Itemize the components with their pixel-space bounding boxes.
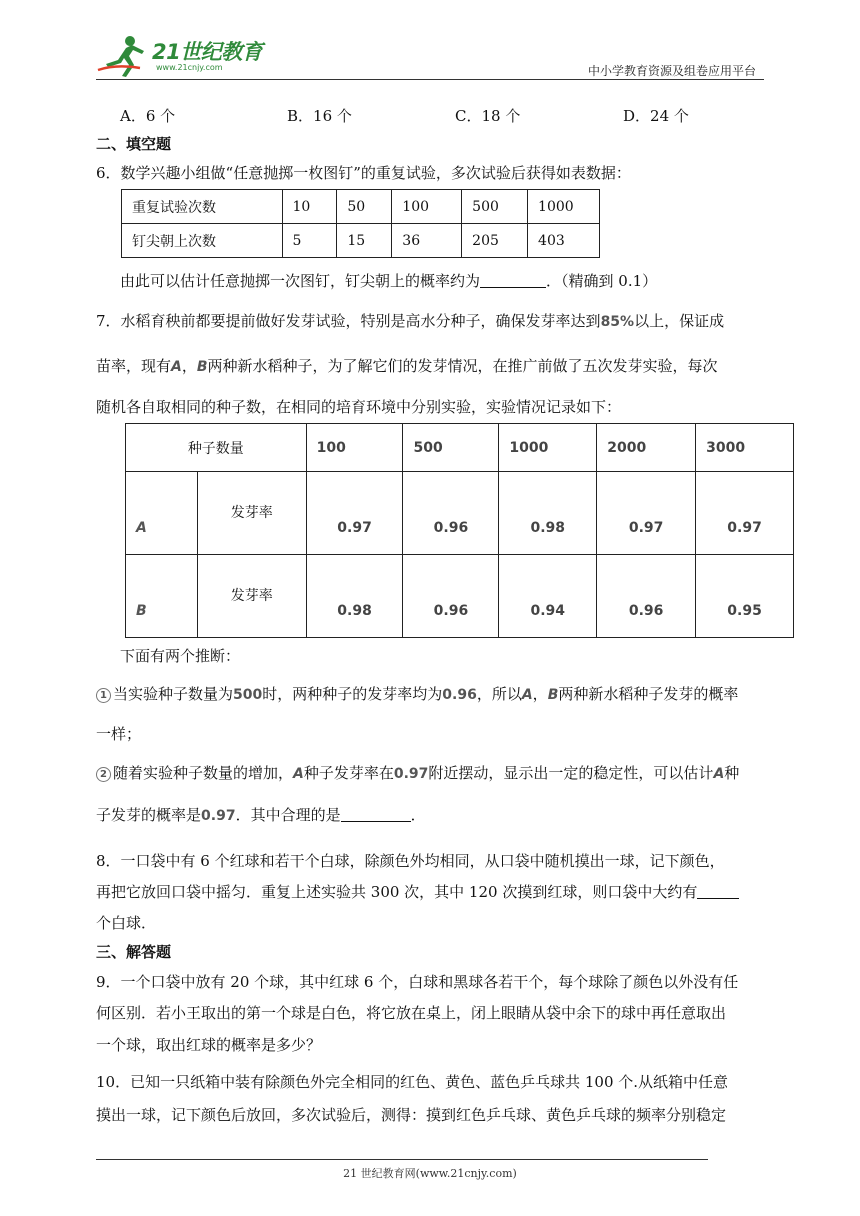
q7-line-2 xyxy=(96,356,718,377)
q7-text: 7．水稻育秧前都要提前做好发芽试验，特别是高水分种子，确保发芽率达到 xyxy=(96,312,601,330)
table-cell: 50 xyxy=(337,190,392,224)
q7-text: 两种新水稻种子发芽的概率 xyxy=(558,685,739,703)
q8-line-2 xyxy=(96,882,739,902)
q6-table xyxy=(121,189,600,258)
circled-number-2: 2 xyxy=(96,767,111,782)
q7-inference-1 xyxy=(96,684,738,705)
math-var: A xyxy=(171,359,182,375)
q7-text: 子发芽的概率是 xyxy=(96,806,202,824)
q8-line-3: 个白球． xyxy=(96,914,157,932)
table-cell: 发芽率 xyxy=(197,555,306,638)
table-cell: 403 xyxy=(528,224,600,258)
table-cell xyxy=(126,555,198,638)
table-cell: 重复试验次数 xyxy=(122,190,283,224)
q7-inference-2-cont xyxy=(96,805,426,826)
table-cell: 10 xyxy=(282,190,337,224)
q9-line-2: 何区别．若小王取出的第一个球是白色，将它放在桌上，闭上眼睛从袋中余下的球中再任意取出 xyxy=(96,1004,727,1022)
table-cell: 100 xyxy=(392,190,462,224)
table-cell: 0.98 xyxy=(499,472,597,555)
logo-url: www.21cnjy.com xyxy=(156,63,223,72)
table-cell: 种子数量 xyxy=(126,424,307,472)
table-cell: 3000 xyxy=(696,424,794,472)
q7-text: 附近摆动，显示出一定的稳定性，可以估计 xyxy=(428,764,714,782)
math-value: 500 xyxy=(233,687,263,703)
footer-text: 21 世纪教育网(www.21cnjy.com) xyxy=(343,1167,517,1180)
answer-blank xyxy=(480,273,546,288)
q7-text: ， xyxy=(181,357,197,375)
table-cell: 100 xyxy=(306,424,403,472)
q7-text: 当实验种子数量为 xyxy=(113,685,234,703)
q7-text: 以上，保证成 xyxy=(634,312,725,330)
table-cell: 500 xyxy=(462,190,528,224)
q7-inference-2 xyxy=(96,763,739,784)
q7-table xyxy=(125,423,794,638)
q7-text: ． xyxy=(410,806,426,824)
table-row xyxy=(126,555,794,638)
table-cell: 205 xyxy=(462,224,528,258)
table-cell: 5 xyxy=(282,224,337,258)
q5-option-b: B．16 个 xyxy=(287,107,352,125)
q7-text: 两种新水稻种子，为了解它们的发芽情况，在推广前做了五次发芽实验，每次 xyxy=(207,357,718,375)
table-row xyxy=(122,190,600,224)
table-cell: 36 xyxy=(392,224,462,258)
q7-text: 种 xyxy=(724,764,740,782)
math-value: 0.97 xyxy=(393,766,429,782)
table-cell: 0.97 xyxy=(696,472,794,555)
math-var: B xyxy=(547,687,559,703)
math-value: 85% xyxy=(600,314,635,330)
math-var: A xyxy=(521,687,533,703)
q7-line-3: 随机各自取相同的种子数，在相同的培育环境中分别实验，实验情况记录如下： xyxy=(96,398,622,416)
q6-stem: 6．数学兴趣小组做“任意抛掷一枚图钉”的重复试验，多次试验后获得如表数据： xyxy=(96,164,631,182)
q6-tail-text: 由此可以估计任意抛掷一次图钉，钉尖朝上的概率约为 xyxy=(120,272,481,290)
q9-line-3: 一个球，取出红球的概率是多少？ xyxy=(96,1036,322,1054)
q7-text: 随着实验种子数量的增加， xyxy=(113,764,294,782)
math-var: B xyxy=(136,603,147,619)
q7-text: 种子发芽率在 xyxy=(303,764,394,782)
q7-inferences-intro: 下面有两个推断： xyxy=(120,647,241,665)
table-cell: 0.97 xyxy=(306,472,403,555)
table-cell: 0.96 xyxy=(597,555,696,638)
section-title-answer: 三、解答题 xyxy=(96,943,172,961)
footer-divider xyxy=(96,1159,708,1160)
table-cell: 1000 xyxy=(528,190,600,224)
math-var: B xyxy=(196,359,208,375)
math-var: A xyxy=(713,766,725,782)
section-title-fill-in: 二、填空题 xyxy=(96,135,172,153)
math-value: 0.96 xyxy=(442,687,477,703)
q7-text: 时，两种种子的发芽率均为 xyxy=(262,685,443,703)
header-platform-title: 中小学教育资源及组卷应用平台 xyxy=(587,64,756,78)
table-row xyxy=(126,424,794,472)
q7-text: 苗率，现有 xyxy=(96,357,172,375)
table-cell: 1000 xyxy=(499,424,597,472)
site-logo xyxy=(96,34,266,78)
q7-line-1 xyxy=(96,311,724,332)
table-cell xyxy=(126,472,198,555)
table-row xyxy=(122,224,600,258)
q7-text: ，所以 xyxy=(476,685,522,703)
answer-blank xyxy=(697,884,739,899)
table-cell: 0.94 xyxy=(499,555,597,638)
q7-inference-1-cont: 一样； xyxy=(96,725,142,743)
q9-line-1: 9．一个口袋中放有 20 个球，其中红球 6 个，白球和黑球各若干个，每个球除了颜色以外没有任 xyxy=(96,973,739,991)
q10-line-1: 10．已知一只纸箱中装有除颜色外完全相同的红色、黄色、蓝色乒乓球共 100 个.从纸箱中任意 xyxy=(96,1073,729,1091)
logo-text: 21世纪教育 xyxy=(152,40,263,64)
q5-option-d: D．24 个 xyxy=(623,107,689,125)
q8-text: 再把它放回口袋中摇匀．重复上述实验共 300 次，其中 120 次摸到红球，则口袋中大约有 xyxy=(96,883,698,901)
table-cell: 钉尖朝上次数 xyxy=(122,224,283,258)
q8-line-1: 8．一口袋中有 6 个红球和若干个白球，除颜色外均相同，从口袋中随机摸出一球，记下颜色， xyxy=(96,852,725,870)
q7-text: ．其中合理的是 xyxy=(235,806,341,824)
q6-tail-precision: ．（精确到 0.1） xyxy=(546,272,658,290)
table-cell: 2000 xyxy=(597,424,696,472)
table-cell: 500 xyxy=(403,424,499,472)
answer-blank xyxy=(341,807,411,822)
table-cell: 0.96 xyxy=(403,555,499,638)
table-cell: 0.95 xyxy=(696,555,794,638)
math-value: 0.97 xyxy=(201,808,236,824)
q10-line-2: 摸出一球，记下颜色后放回，多次试验后，测得：摸到红色乒乓球、黄色乒乓球的频率分别稳定 xyxy=(96,1106,727,1124)
runner-logo-icon xyxy=(96,34,156,78)
q5-option-c: C．18 个 xyxy=(455,107,521,125)
table-cell: 0.96 xyxy=(403,472,499,555)
table-cell: 0.97 xyxy=(597,472,696,555)
table-cell: 15 xyxy=(337,224,392,258)
table-row xyxy=(126,472,794,555)
math-var: A xyxy=(136,520,147,536)
circled-number-1: 1 xyxy=(96,688,111,703)
table-cell: 发芽率 xyxy=(197,472,306,555)
q5-option-a: A．6 个 xyxy=(120,107,176,125)
header-divider xyxy=(96,79,764,80)
math-var: A xyxy=(293,766,304,782)
q6-tail xyxy=(120,271,657,291)
table-cell: 0.98 xyxy=(306,555,403,638)
q7-text: ， xyxy=(532,685,548,703)
